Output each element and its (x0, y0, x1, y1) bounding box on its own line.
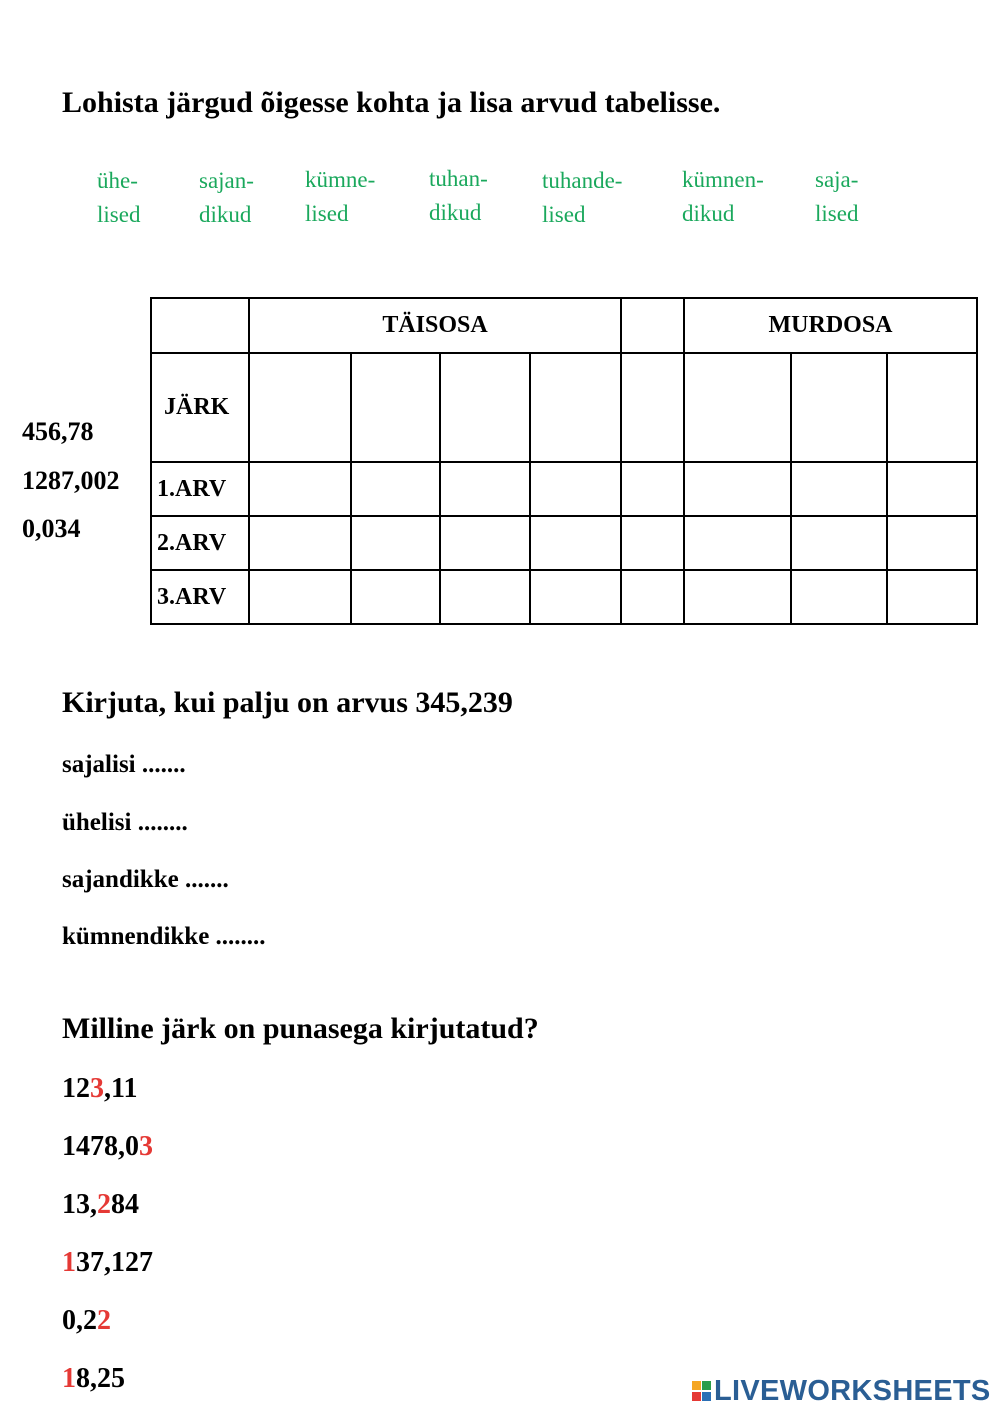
digit-input-cell[interactable] (684, 570, 791, 624)
number-2: 1287,002 (22, 466, 120, 495)
digit-input-cell[interactable] (530, 570, 621, 624)
digit-input-cell[interactable] (351, 462, 440, 516)
comma-cell (621, 516, 684, 570)
rank-drop-cell[interactable] (530, 353, 621, 462)
rank-drop-cell[interactable] (249, 353, 351, 462)
draggable-word-thousandths[interactable]: tuhan- dikud (429, 166, 488, 225)
digit-input-cell[interactable] (351, 570, 440, 624)
digit-input-cell[interactable] (791, 516, 887, 570)
draggable-word-ones[interactable]: ühe- lised (97, 168, 141, 227)
digit-input-cell[interactable] (249, 516, 351, 570)
fraction-part-header: MURDOSA (684, 298, 977, 353)
digit-input-cell[interactable] (440, 570, 530, 624)
digit-input-cell[interactable] (887, 516, 977, 570)
draggable-word-tens[interactable]: kümne- lised (305, 167, 376, 226)
liveworksheets-blocks-icon (692, 1378, 712, 1404)
digit-input-cell[interactable] (791, 462, 887, 516)
digit-input-cell[interactable] (530, 516, 621, 570)
rank-drop-cell[interactable] (887, 353, 977, 462)
number-3: 0,034 (22, 514, 81, 543)
digit-input-cell[interactable] (684, 516, 791, 570)
digit-input-cell[interactable] (351, 516, 440, 570)
comma-cell (621, 462, 684, 516)
rank-drop-cell[interactable] (684, 353, 791, 462)
row-label: 2.ARV (151, 516, 249, 570)
rank-drop-cell[interactable] (440, 353, 530, 462)
red-digit-number: 0,22 (62, 1305, 111, 1336)
red-digit-number: 1478,03 (62, 1131, 153, 1162)
draggable-word-hundreds[interactable]: saja- lised (815, 167, 859, 226)
digit-input-cell[interactable] (887, 570, 977, 624)
row-label: 3.ARV (151, 570, 249, 624)
place-value-table (150, 297, 978, 625)
digit-input-cell[interactable] (249, 462, 351, 516)
liveworksheets-logo (692, 1374, 991, 1408)
red-digit-number: 18,25 (62, 1363, 125, 1394)
draggable-word-thousands[interactable]: tuhande- lised (542, 168, 623, 227)
fill-tenths[interactable]: kümnendikke ........ (62, 923, 266, 950)
digit-input-cell[interactable] (887, 462, 977, 516)
red-digit-number: 137,127 (62, 1247, 153, 1278)
comma-column-header (621, 298, 684, 353)
row-label: 1.ARV (151, 462, 249, 516)
digit-input-cell[interactable] (440, 462, 530, 516)
red-digit-number: 13,284 (62, 1189, 139, 1220)
draggable-word-tenths[interactable]: kümnen- dikud (682, 167, 764, 226)
rank-drop-cell[interactable] (351, 353, 440, 462)
draggable-word-hundredths[interactable]: sajan- dikud (199, 168, 254, 227)
digit-input-cell[interactable] (530, 462, 621, 516)
digit-input-cell[interactable] (249, 570, 351, 624)
fill-ones[interactable]: ühelisi ........ (62, 809, 188, 836)
rank-label: JÄRK (151, 353, 249, 462)
comma-cell (621, 353, 684, 462)
fill-hundredths[interactable]: sajandikke ....... (62, 866, 229, 893)
comma-cell (621, 570, 684, 624)
fill-hundreds[interactable]: sajalisi ....... (62, 751, 186, 778)
logo-text: LIVEWORKSHEETS (714, 1374, 991, 1407)
digit-input-cell[interactable] (791, 570, 887, 624)
corner-cell (151, 298, 249, 353)
task2-title: Kirjuta, kui palju on arvus 345,239 (62, 686, 513, 719)
rank-drop-cell[interactable] (791, 353, 887, 462)
task1-title: Lohista järgud õigesse kohta ja lisa arvud tabelisse. (62, 86, 721, 119)
digit-input-cell[interactable] (440, 516, 530, 570)
red-digit-number: 123,11 (62, 1073, 138, 1104)
task3-title: Milline järk on punasega kirjutatud? (62, 1012, 539, 1045)
number-1: 456,78 (22, 417, 94, 446)
digit-input-cell[interactable] (684, 462, 791, 516)
whole-part-header: TÄISOSA (249, 298, 621, 353)
